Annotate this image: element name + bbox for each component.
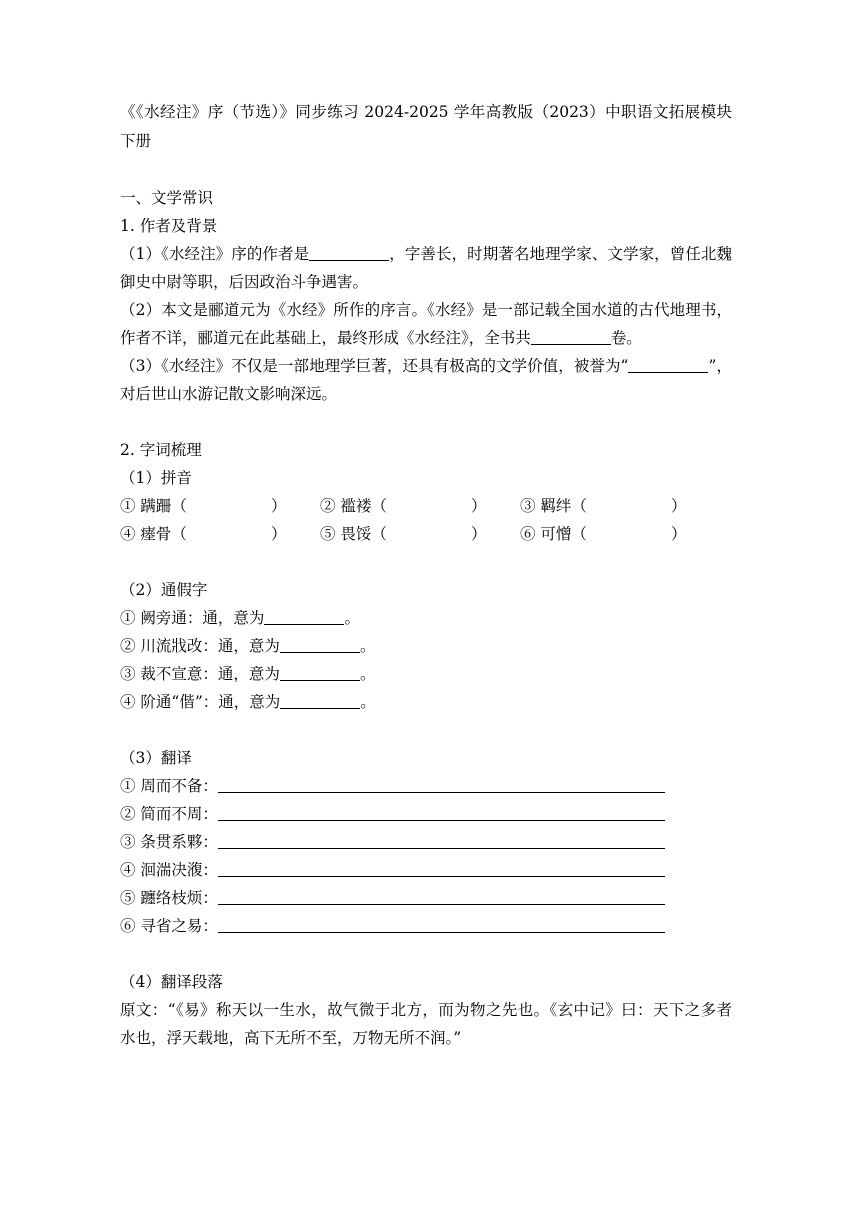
- fanyi-item: ② 简而不周：: [120, 800, 732, 828]
- duanluo-heading: （4）翻译段落: [120, 973, 223, 991]
- question-2-text-b: 卷。: [610, 329, 642, 347]
- pinyin-heading: （1）拼音: [120, 469, 192, 487]
- answer-blank[interactable]: [280, 636, 360, 653]
- pinyin-item: ⑤ 畏馁（ ）: [320, 525, 487, 543]
- fanyi-item: ⑥ 寻省之易：: [120, 912, 732, 940]
- tongjia-item: ③ 裁不宣意：通，意为 。: [120, 665, 376, 683]
- tongjia-item: ① 阙旁通：通，意为 。: [120, 609, 360, 627]
- pinyin-item: ① 蹒跚（ ）: [120, 497, 287, 515]
- duanluo-text: 原文：“《易》称天以一生水，故气微于北方，而为物之先也。《玄中记》曰：天下之多者水也，浮天载地，高下无所不至，万物无所不润。”: [120, 1001, 732, 1047]
- pinyin-item: ④ 瘗骨（ ）: [120, 525, 287, 543]
- answer-blank[interactable]: [531, 328, 611, 345]
- fanyi-item: ③ 条贯系夥：: [120, 828, 732, 856]
- tongjia-item: ④ 阶通“偕”：通，意为 。: [120, 693, 376, 711]
- answer-line[interactable]: [218, 804, 665, 821]
- answer-line[interactable]: [218, 860, 665, 877]
- document-body: [120, 98, 732, 1052]
- answer-blank[interactable]: [628, 356, 708, 373]
- question-1-text-b: ，字善长，时期著名地理学家、文学家，曾任北魏御史中尉等职，后因政治斗争遇害。: [120, 245, 732, 291]
- answer-blank[interactable]: [280, 664, 360, 681]
- question-1: [120, 240, 732, 296]
- section-heading-literature: 一、文学常识: [120, 189, 214, 207]
- answer-blank[interactable]: [280, 692, 360, 709]
- question-3-text-b: ”，对后世山水游记散文影响深远。: [120, 357, 732, 403]
- answer-line[interactable]: [218, 832, 665, 849]
- sub-heading-author: 1. 作者及背景: [120, 217, 218, 235]
- answer-line[interactable]: [218, 916, 665, 933]
- answer-blank[interactable]: [264, 608, 344, 625]
- answer-blank[interactable]: [309, 244, 389, 261]
- sub-heading-words: 2. 字词梳理: [120, 441, 202, 459]
- pinyin-row: [120, 492, 732, 520]
- question-3: [120, 352, 732, 408]
- pinyin-item: ⑥ 可憎（ ）: [520, 525, 687, 543]
- document-title: 《《水经注》序（节选）》同步练习 2024-2025 学年高教版（2023）中职语文拓展模块下册: [120, 103, 732, 150]
- fanyi-item: ① 周而不备：: [120, 772, 732, 800]
- question-2: [120, 296, 732, 352]
- pinyin-item: ② 褴褛（ ）: [320, 497, 487, 515]
- answer-line[interactable]: [218, 776, 665, 793]
- fanyi-item: ④ 洄湍决澓：: [120, 856, 732, 884]
- fanyi-item: ⑤ 躔络枝烦：: [120, 884, 732, 912]
- question-2-text-a: （2）本文是郦道元为《水经》所作的序言。《水经》是一部记载全国水道的古代地理书，作者不详，郦道元在此基础上，最终形成《水经注》，全书共: [120, 301, 732, 347]
- pinyin-row: [120, 520, 732, 548]
- question-3-text-a: （3）《水经注》不仅是一部地理学巨著，还具有极高的文学价值，被誉为“: [120, 357, 629, 375]
- fanyi-heading: （3）翻译: [120, 749, 192, 767]
- answer-line[interactable]: [218, 888, 665, 905]
- tongjia-heading: （2）通假字: [120, 581, 208, 599]
- tongjia-item: ② 川流戕改：通，意为 。: [120, 637, 376, 655]
- question-1-text-a: （1）《水经注》序的作者是: [120, 245, 310, 263]
- pinyin-item: ③ 羁绊（ ）: [520, 497, 687, 515]
